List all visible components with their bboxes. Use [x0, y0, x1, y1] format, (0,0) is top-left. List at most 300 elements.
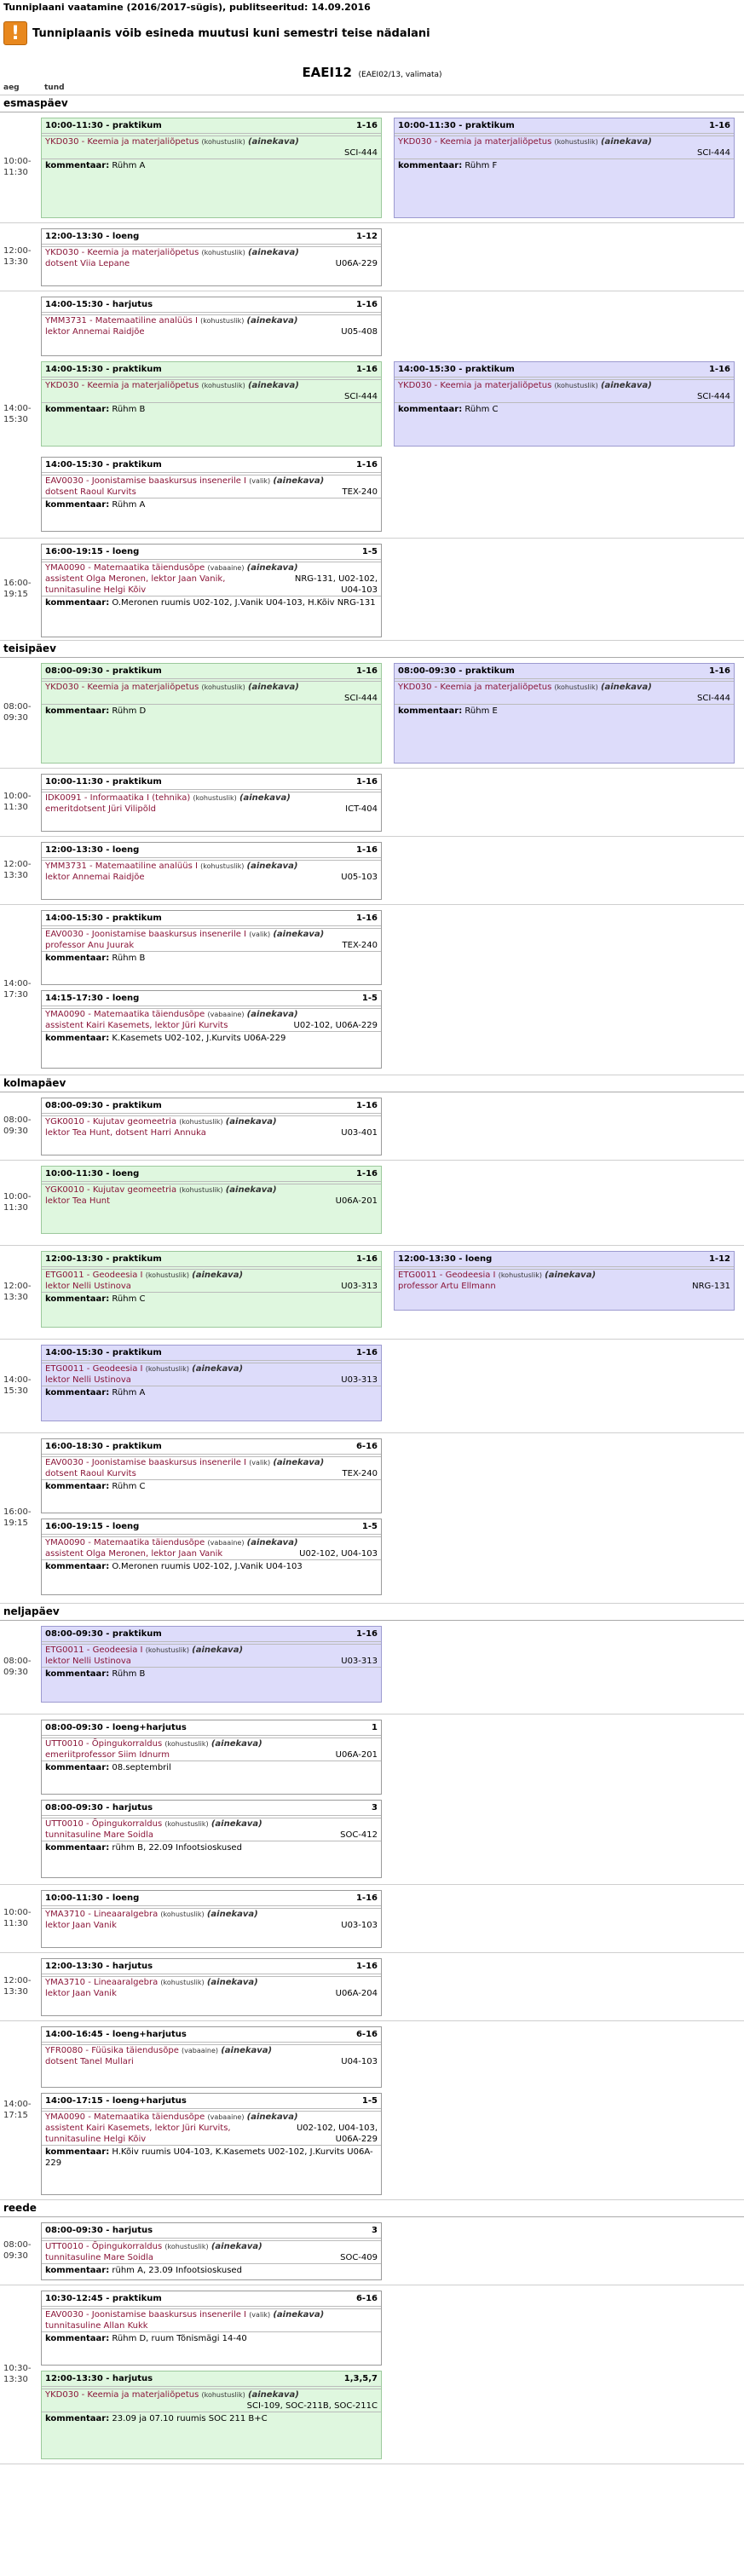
event-teacher-line — [42, 1920, 381, 1931]
time-start: 16:00- — [3, 1507, 32, 1517]
course-link[interactable]: ETG0011 - Geodeesia I — [45, 1645, 143, 1655]
time-range — [3, 2239, 41, 2262]
event-room-line — [42, 693, 381, 704]
schedule-event[interactable] — [41, 1098, 382, 1155]
ainekava-link[interactable]: (ainekava) — [192, 1645, 244, 1655]
event-room: SOC-412 — [340, 1830, 378, 1840]
schedule-event[interactable] — [41, 361, 382, 447]
course-link[interactable]: YMA0090 - Matemaatika täiendusõpe — [45, 563, 205, 573]
time-end: 13:30 — [3, 257, 28, 267]
ainekava-link[interactable]: (ainekava) — [211, 1819, 262, 1829]
ainekava-link[interactable]: (ainekava) — [273, 476, 325, 486]
time-row — [0, 291, 744, 539]
course-link[interactable]: YMM3731 - Matemaatiline analüüs I — [45, 316, 198, 326]
time-end: 13:30 — [3, 871, 28, 880]
ainekava-link[interactable]: (ainekava) — [247, 137, 299, 147]
comment-label: kommentaar: — [45, 2147, 110, 2157]
ainekava-link[interactable]: (ainekava) — [600, 683, 652, 692]
event-room-line — [395, 693, 734, 704]
schedule-event[interactable] — [41, 663, 382, 764]
event-weeks: 1-16 — [355, 1962, 378, 1971]
schedule-event[interactable] — [41, 774, 382, 832]
event-header — [42, 2291, 381, 2307]
course-link[interactable]: YKD030 - Keemia ja materjaliõpetus — [398, 381, 552, 390]
event-header — [395, 1252, 734, 1267]
event-header — [395, 118, 734, 134]
event-weeks: 1-16 — [355, 121, 378, 130]
course-link[interactable]: UTT0010 - Õpingukorraldus — [45, 2242, 163, 2251]
comment-text: rühm A, 23.09 Infootsioskused — [112, 2266, 242, 2275]
course-link[interactable]: YMA0090 - Matemaatika täiendusõpe — [45, 1538, 205, 1547]
event-weeks: 1-16 — [355, 777, 378, 787]
time-row — [0, 1433, 744, 1604]
ainekava-link[interactable]: (ainekava) — [211, 2242, 262, 2251]
event-weeks: 1-5 — [361, 2096, 378, 2106]
comment-label: kommentaar: — [45, 1294, 110, 1304]
event-weeks: 1-16 — [355, 300, 378, 309]
ainekava-link[interactable]: (ainekava) — [246, 316, 298, 326]
event-header — [42, 664, 381, 679]
course-link[interactable]: YKD030 - Keemia ja materjaliõpetus — [398, 137, 552, 147]
teacher-link[interactable]: dotsent Tanel Mullari — [45, 2057, 134, 2066]
course-tag: (kohustuslik) — [164, 2243, 209, 2250]
course-link[interactable]: ETG0011 - Geodeesia I — [45, 1271, 143, 1280]
comment-label: kommentaar: — [45, 1843, 110, 1853]
course-tag: (kohustuslik) — [164, 1820, 209, 1828]
ainekava-link[interactable]: (ainekava) — [247, 683, 299, 692]
schedule-event[interactable] — [394, 663, 735, 764]
event-weeks: 1-16 — [355, 666, 378, 676]
course-link[interactable]: EAV0030 - Joonistamise baaskursus insenerile I — [45, 930, 246, 939]
event-room: U05-103 — [341, 873, 378, 882]
time-end: 11:30 — [3, 1919, 28, 1928]
comment-label: kommentaar: — [45, 405, 110, 414]
comment-text: Rühm E — [464, 706, 498, 716]
ainekava-link[interactable]: (ainekava) — [246, 1010, 298, 1019]
time-end: 09:30 — [3, 1127, 28, 1136]
event-weeks: 1-16 — [708, 365, 730, 374]
event-time-type: 08:00-09:30 - harjutus — [45, 2226, 153, 2235]
ainekava-link[interactable]: (ainekava) — [545, 1271, 597, 1280]
teacher-link[interactable]: tunnitasuline Mare Soidla — [45, 2253, 154, 2262]
comment-label: kommentaar: — [45, 1482, 110, 1491]
time-row — [0, 1714, 744, 1885]
schedule-event[interactable] — [41, 1438, 382, 1513]
ainekava-link[interactable]: (ainekava) — [600, 381, 652, 390]
teacher-link[interactable]: dotsent Raoul Kurvits — [45, 487, 136, 497]
course-link[interactable]: EAV0030 - Joonistamise baaskursus insenerile I — [45, 2310, 246, 2320]
comment-label: kommentaar: — [45, 500, 110, 510]
event-weeks: 1-16 — [708, 121, 730, 130]
event-room: U05-408 — [341, 327, 378, 337]
schedule-event[interactable] — [41, 2371, 382, 2459]
teacher-link[interactable]: assistent Olga Meronen, lektor Jaan Vanik — [45, 1549, 223, 1559]
event-weeks: 6-16 — [355, 2030, 378, 2039]
time-row — [0, 2285, 744, 2464]
schedule-event[interactable] — [41, 1890, 382, 1948]
event-time-type: 16:00-19:15 - loeng — [45, 1522, 140, 1531]
time-range — [3, 403, 41, 425]
course-link[interactable]: YMM3731 - Matemaatiline analüüs I — [45, 862, 198, 871]
ainekava-link[interactable]: (ainekava) — [206, 1910, 258, 1919]
ainekava-link[interactable]: (ainekava) — [273, 2310, 325, 2320]
day-heading: neljapäev — [0, 1604, 744, 1621]
event-header — [42, 1891, 381, 1906]
event-teacher-line — [42, 1196, 381, 1207]
course-link[interactable]: ETG0011 - Geodeesia I — [398, 1271, 496, 1280]
course-link[interactable]: YMA3710 - Lineaaralgebra — [45, 1910, 159, 1919]
event-weeks: 1-16 — [355, 365, 378, 374]
course-link[interactable]: YKD030 - Keemia ja materjaliõpetus — [45, 381, 199, 390]
event-weeks: 1-5 — [361, 1522, 378, 1531]
time-row — [0, 539, 744, 641]
time-range — [3, 578, 41, 600]
teacher-link[interactable]: assistent Kairi Kasemets, lektor Jüri Kurvits — [45, 1021, 228, 1030]
time-end: 09:30 — [3, 713, 28, 723]
time-range — [3, 1656, 41, 1678]
course-tag: (vabaaine) — [207, 2113, 245, 2121]
schedule-event[interactable] — [41, 1519, 382, 1595]
event-time-type: 10:00-11:30 - loeng — [45, 1169, 140, 1179]
ainekava-link[interactable]: (ainekava) — [211, 1739, 262, 1749]
event-weeks: 1-16 — [355, 1101, 378, 1110]
schedule-event[interactable] — [41, 2093, 382, 2195]
event-course-line — [42, 315, 381, 326]
ainekava-link[interactable]: (ainekava) — [225, 1185, 277, 1195]
course-link[interactable]: YKD030 - Keemia ja materjaliõpetus — [398, 683, 552, 692]
ainekava-link[interactable]: (ainekava) — [206, 1978, 258, 1987]
event-header — [42, 1801, 381, 1816]
schedule-event[interactable] — [41, 297, 382, 356]
event-time-type: 08:00-09:30 - praktikum — [45, 1629, 162, 1639]
event-header — [42, 1627, 381, 1642]
course-link[interactable]: IDK0091 - Informaatika I (tehnika) — [45, 793, 191, 803]
event-room: U03-401 — [341, 1128, 378, 1138]
day-heading: teisipäev — [0, 641, 744, 658]
event-header — [42, 1720, 381, 1736]
time-end: 11:30 — [3, 803, 28, 812]
event-time-type: 10:00-11:30 - praktikum — [45, 121, 162, 130]
course-tag: (kohustuslik) — [201, 382, 245, 389]
event-time-type: 14:00-16:45 - loeng+harjutus — [45, 2030, 187, 2039]
ainekava-link[interactable]: (ainekava) — [273, 930, 325, 939]
schedule-event[interactable] — [41, 1800, 382, 1878]
teacher-link[interactable]: lektor Nelli Ustinova — [45, 1375, 131, 1385]
course-tag: (kohustuslik) — [160, 1910, 205, 1918]
schedule-event[interactable] — [41, 2222, 382, 2280]
schedule-event[interactable] — [41, 1251, 382, 1328]
warning-icon: ! — [3, 21, 27, 45]
comment-label: kommentaar: — [45, 2266, 110, 2275]
teacher-link[interactable]: lektor Tea Hunt, dotsent Harri Annuka — [45, 1128, 206, 1138]
event-teacher-line — [42, 804, 381, 815]
event-teacher-line — [42, 2320, 381, 2331]
event-weeks: 1-16 — [355, 1629, 378, 1639]
event-course-line — [42, 682, 381, 693]
event-room: U02-102, U06A-229 — [293, 1021, 378, 1030]
teacher-link[interactable]: lektor Nelli Ustinova — [45, 1657, 131, 1666]
course-link[interactable]: YKD030 - Keemia ja materjaliõpetus — [45, 2390, 199, 2400]
event-teacher-line — [42, 872, 381, 883]
course-link[interactable]: YKD030 - Keemia ja materjaliõpetus — [45, 137, 199, 147]
ainekava-link[interactable]: (ainekava) — [225, 1117, 277, 1127]
course-link[interactable]: YGK0010 - Kujutav geomeetria — [45, 1117, 177, 1127]
event-teacher-line — [42, 1749, 381, 1761]
course-tag: (kohustuslik) — [200, 862, 245, 870]
teacher-link[interactable]: assistent Kairi Kasemets, lektor Jüri Kurvits, — [45, 2124, 231, 2133]
course-tag: (kohustuslik) — [193, 794, 237, 802]
event-room-2: U06A-229 — [335, 2135, 378, 2144]
time-range — [3, 1191, 41, 1213]
course-tag: (valik) — [249, 2311, 271, 2319]
time-start: 14:00- — [3, 979, 32, 988]
event-time-type: 12:00-13:30 - loeng — [45, 845, 140, 855]
comment-label: kommentaar: — [45, 598, 110, 608]
event-header — [42, 229, 381, 245]
time-start: 16:00- — [3, 579, 32, 588]
event-time-type: 12:00-13:30 - loeng — [398, 1254, 493, 1264]
ainekava-link[interactable]: (ainekava) — [247, 248, 299, 257]
ainekava-link[interactable]: (ainekava) — [600, 137, 652, 147]
course-link[interactable]: YMA3710 - Lineaaralgebra — [45, 1978, 159, 1987]
event-course-line — [42, 1457, 381, 1468]
event-header — [42, 2094, 381, 2109]
course-link[interactable]: UTT0010 - Õpingukorraldus — [45, 1739, 163, 1749]
teacher-link[interactable]: lektor Tea Hunt — [45, 1196, 111, 1206]
event-room-line — [395, 147, 734, 158]
schedule-event[interactable] — [41, 2291, 382, 2366]
event-comment — [42, 951, 381, 965]
event-weeks: 1-16 — [355, 845, 378, 855]
event-header — [42, 1098, 381, 1114]
ainekava-link[interactable]: (ainekava) — [273, 1458, 325, 1467]
ainekava-link[interactable]: (ainekava) — [247, 2390, 299, 2400]
event-course-line — [42, 475, 381, 487]
teacher-link[interactable]: assistent Olga Meronen, lektor Jaan Vanik, — [45, 574, 226, 584]
event-time-type: 14:00-15:30 - praktikum — [45, 913, 162, 923]
event-time-type: 12:00-13:30 - harjutus — [45, 1962, 153, 1971]
event-comment — [42, 1559, 381, 1573]
ainekava-link[interactable]: (ainekava) — [239, 793, 291, 803]
event-room-2: U04-103 — [341, 585, 378, 595]
schedule-event[interactable] — [41, 842, 382, 900]
event-comment — [42, 1841, 381, 1854]
schedule-event[interactable] — [41, 1345, 382, 1421]
event-room: TEX-240 — [342, 1469, 378, 1478]
event-teacher-line — [42, 1468, 381, 1479]
comment-label: kommentaar: — [45, 2334, 110, 2343]
event-teacher-line — [42, 1281, 381, 1292]
event-course-line — [42, 1818, 381, 1830]
event-time-type: 08:00-09:30 - harjutus — [45, 1803, 153, 1812]
event-teacher-line — [42, 2056, 381, 2067]
schedule-event[interactable] — [41, 1166, 382, 1234]
event-room: SOC-409 — [340, 2253, 378, 2262]
time-start: 12:00- — [3, 246, 32, 256]
comment-text: Rühm D — [112, 706, 147, 716]
event-comment — [395, 704, 734, 717]
teacher-link[interactable]: lektor Annemai Raidjõe — [45, 327, 145, 337]
event-time-type: 10:00-11:30 - loeng — [45, 1893, 140, 1903]
event-comment — [42, 1031, 381, 1045]
event-weeks: 1-16 — [355, 1169, 378, 1179]
teacher-link[interactable]: tunnitasuline Mare Soidla — [45, 1830, 154, 1840]
teacher-link[interactable]: dotsent Raoul Kurvits — [45, 1469, 136, 1478]
event-course-line — [42, 1977, 381, 1988]
event-time-type: 08:00-09:30 - praktikum — [45, 666, 162, 676]
event-course-line — [42, 2241, 381, 2252]
event-comment — [42, 1292, 381, 1305]
course-tag: (kohustuslik) — [201, 138, 245, 146]
event-comment — [395, 158, 734, 172]
course-tag: (kohustuslik) — [498, 1271, 542, 1279]
event-course-line — [42, 929, 381, 940]
comment-label: kommentaar: — [45, 706, 110, 716]
event-room: ICT-404 — [345, 804, 378, 814]
teacher-link[interactable]: tunnitasuline Allan Kukk — [45, 2321, 148, 2331]
course-link[interactable]: UTT0010 - Õpingukorraldus — [45, 1819, 163, 1829]
schedule-event[interactable] — [394, 361, 735, 447]
event-weeks: 1-16 — [355, 1348, 378, 1357]
schedule-event[interactable] — [41, 1720, 382, 1795]
course-link[interactable]: YKD030 - Keemia ja materjaliõpetus — [45, 248, 199, 257]
ainekava-link[interactable]: (ainekava) — [192, 1271, 244, 1280]
time-start: 12:00- — [3, 1976, 32, 1985]
event-course-line — [42, 2045, 381, 2056]
time-end: 13:30 — [3, 1293, 28, 1302]
ainekava-link[interactable]: (ainekava) — [221, 2046, 273, 2055]
event-weeks: 6-16 — [355, 1442, 378, 1451]
time-row — [0, 112, 744, 223]
group-subtitle: (EAEI02/13, valimata) — [358, 71, 442, 79]
course-link[interactable]: EAV0030 - Joonistamise baaskursus insenerile I — [45, 1458, 246, 1467]
course-link[interactable]: YFR0080 - Füüsika täiendusõpe — [45, 2046, 179, 2055]
schedule-event[interactable] — [41, 118, 382, 218]
course-link[interactable]: YMA0090 - Matemaatika täiendusõpe — [45, 2112, 205, 2122]
event-time-type: 10:30-12:45 - praktikum — [45, 2294, 162, 2303]
event-weeks: 1-16 — [355, 460, 378, 470]
event-teacher-line — [42, 1374, 381, 1386]
ainekava-link[interactable]: (ainekava) — [246, 2112, 298, 2122]
course-link[interactable]: YKD030 - Keemia ja materjaliõpetus — [45, 683, 199, 692]
schedule-event[interactable] — [41, 228, 382, 286]
event-room: SCI-109, SOC-211B, SOC-211C — [246, 2401, 378, 2411]
teacher-link[interactable]: lektor Jaan Vanik — [45, 1921, 117, 1930]
comment-text: 23.09 ja 07.10 ruumis SOC 211 B+C — [112, 2414, 268, 2423]
ainekava-link[interactable]: (ainekava) — [247, 381, 299, 390]
schedule-event[interactable] — [41, 544, 382, 637]
event-comment — [42, 498, 381, 511]
event-header — [42, 362, 381, 377]
course-link[interactable]: EAV0030 - Joonistamise baaskursus insenerile I — [45, 476, 246, 486]
time-row — [0, 1953, 744, 2021]
time-start: 14:00- — [3, 2100, 32, 2109]
day-heading: kolmapäev — [0, 1075, 744, 1092]
event-room-line — [42, 391, 381, 402]
course-link[interactable]: YMA0090 - Matemaatika täiendusõpe — [45, 1010, 205, 1019]
time-range — [3, 2363, 41, 2385]
time-end: 17:30 — [3, 990, 28, 1000]
course-tag: (vabaaine) — [207, 564, 245, 572]
time-end: 15:30 — [3, 1386, 28, 1396]
time-row — [0, 837, 744, 905]
ainekava-link[interactable]: (ainekava) — [246, 862, 298, 871]
course-tag: (vabaaine) — [182, 2047, 219, 2054]
event-comment — [42, 2412, 381, 2425]
teacher-link-2[interactable]: tunnitasuline Helgi Kõiv — [45, 2135, 147, 2144]
event-weeks: 3 — [372, 1803, 378, 1812]
time-end: 09:30 — [3, 1668, 28, 1677]
teacher-link[interactable]: dotsent Viia Lepane — [45, 259, 130, 268]
schedule-event[interactable] — [394, 1251, 735, 1311]
event-time-type: 10:00-11:30 - praktikum — [398, 121, 515, 130]
event-teacher-line — [42, 487, 381, 498]
schedule-event[interactable] — [41, 1626, 382, 1703]
time-row — [0, 223, 744, 291]
comment-label: kommentaar: — [398, 161, 463, 170]
event-teacher-line — [42, 1830, 381, 1841]
teacher-link[interactable]: emeritdotsent Jüri Vilipõld — [45, 804, 156, 814]
event-room: U06A-204 — [335, 1989, 378, 1998]
event-comment — [42, 1667, 381, 1680]
schedule-event[interactable] — [41, 990, 382, 1069]
time-start: 08:00- — [3, 2240, 32, 2250]
event-header — [42, 991, 381, 1006]
time-row — [0, 2217, 744, 2285]
time-end: 13:30 — [3, 2375, 28, 2384]
event-course-line — [42, 1184, 381, 1196]
comment-text: Rühm C — [464, 405, 499, 414]
course-link[interactable]: YGK0010 - Kujutav geomeetria — [45, 1185, 177, 1195]
event-weeks: 1-5 — [361, 994, 378, 1003]
event-comment — [42, 596, 381, 609]
schedule-event[interactable] — [41, 1958, 382, 2016]
event-course-line — [42, 2112, 381, 2123]
teacher-link[interactable]: lektor Annemai Raidjõe — [45, 873, 145, 882]
teacher-link[interactable]: lektor Jaan Vanik — [45, 1989, 117, 1998]
ainekava-link[interactable]: (ainekava) — [192, 1364, 244, 1374]
event-header — [42, 2371, 381, 2387]
time-range — [3, 978, 41, 1000]
time-start: 10:30- — [3, 2364, 32, 2373]
comment-text: Rühm B — [112, 405, 146, 414]
ainekava-link[interactable]: (ainekava) — [246, 563, 298, 573]
event-room: SCI-444 — [697, 392, 730, 401]
event-time-type: 08:00-09:30 - loeng+harjutus — [45, 1723, 187, 1732]
teacher-link[interactable]: professor Artu Ellmann — [398, 1282, 496, 1291]
schedule-event[interactable] — [41, 457, 382, 532]
teacher-link[interactable]: lektor Nelli Ustinova — [45, 1282, 131, 1291]
day-heading: esmaspäev — [0, 95, 744, 112]
time-start: 08:00- — [3, 1657, 32, 1666]
event-room: SCI-444 — [344, 392, 378, 401]
schedule-event[interactable] — [41, 910, 382, 985]
time-row — [0, 1885, 744, 1953]
ainekava-link[interactable]: (ainekava) — [246, 1538, 298, 1547]
time-range — [3, 2099, 41, 2121]
schedule-event[interactable] — [41, 2026, 382, 2088]
teacher-link[interactable]: professor Anu Juurak — [45, 941, 135, 950]
event-weeks: 6-16 — [355, 2294, 378, 2303]
schedule-event[interactable] — [394, 118, 735, 218]
time-end: 19:15 — [3, 590, 28, 599]
event-header — [42, 1519, 381, 1535]
teacher-link-2[interactable]: tunnitasuline Helgi Kõiv — [45, 585, 147, 595]
event-time-type: 14:00-17:15 - loeng+harjutus — [45, 2096, 187, 2106]
course-tag: (kohustuslik) — [179, 1118, 223, 1126]
course-link[interactable]: ETG0011 - Geodeesia I — [45, 1364, 143, 1374]
teacher-link[interactable]: emeriitprofessor Siim Idnurm — [45, 1750, 170, 1760]
